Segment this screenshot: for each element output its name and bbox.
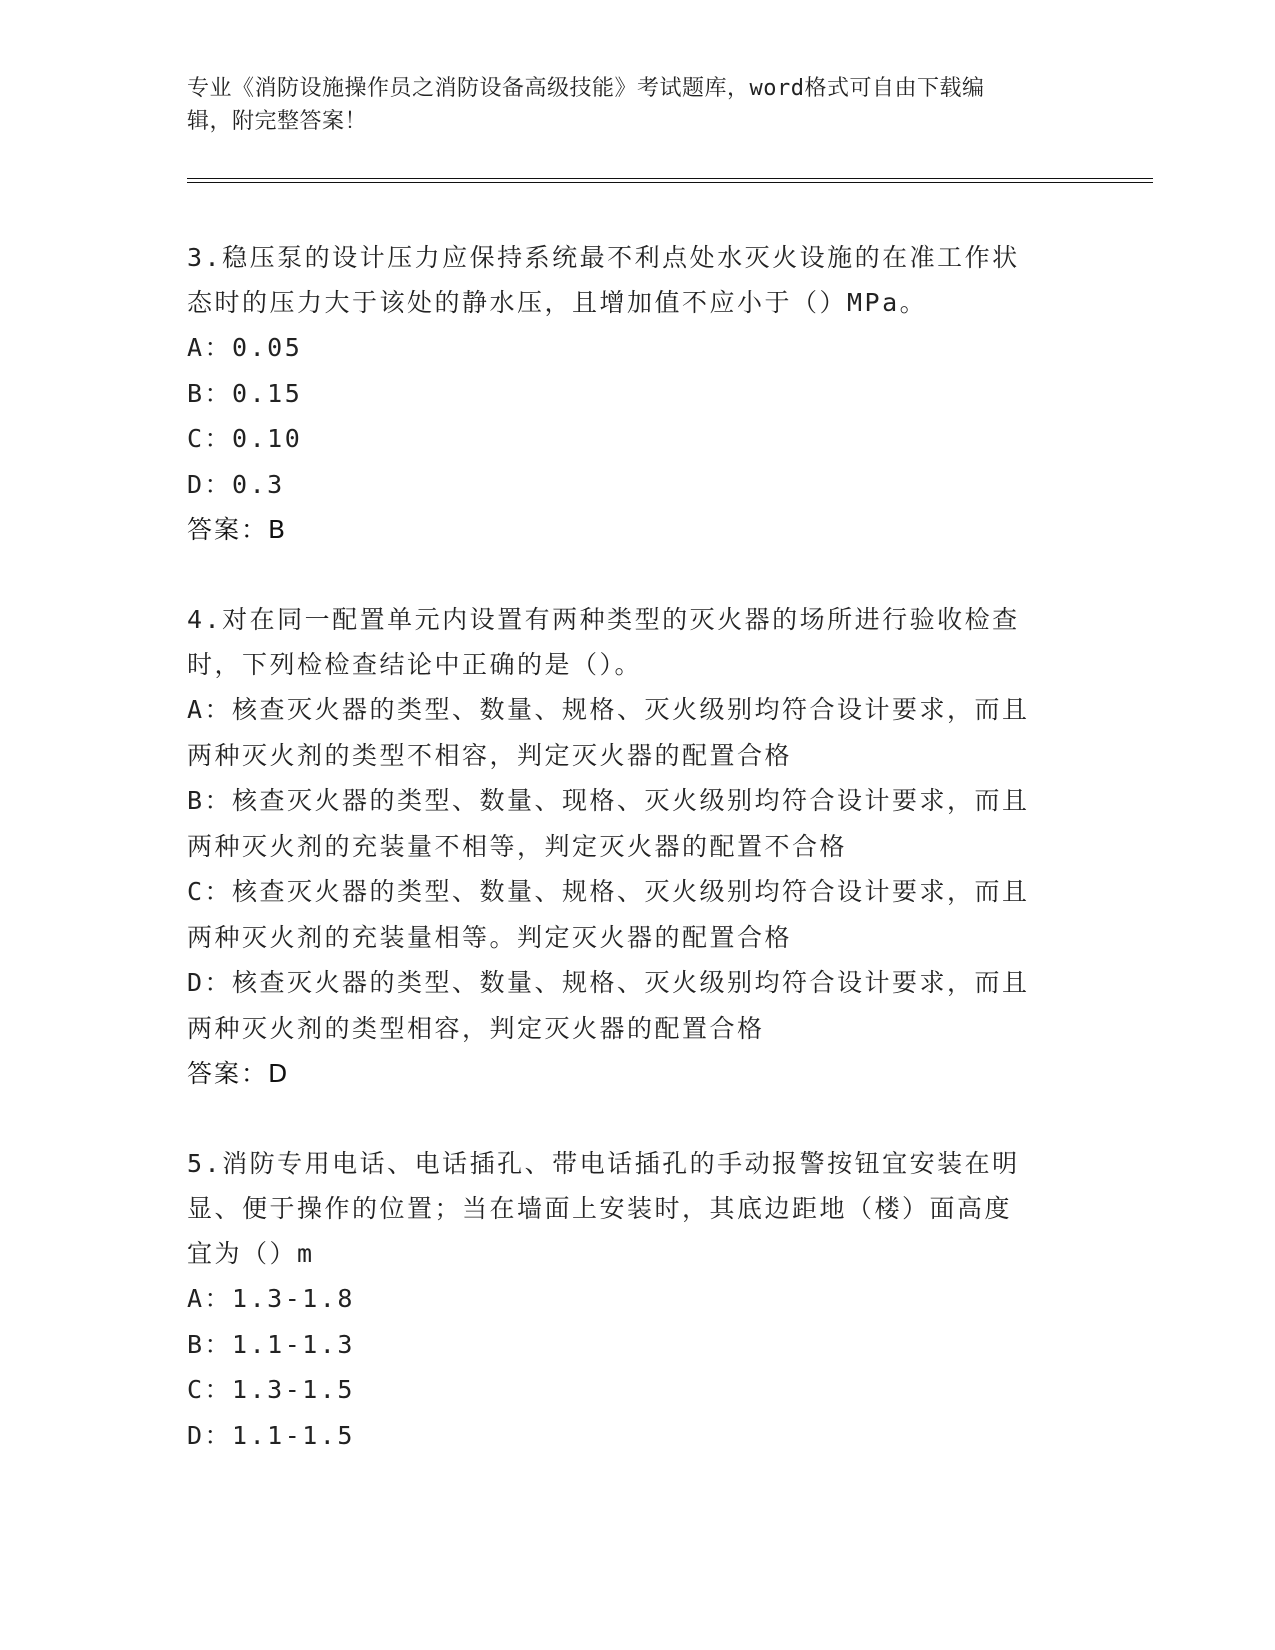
option-c [187, 1367, 1087, 1413]
option-line: 两种灭火剂的充装量相等。判定灭火器的配置合格 [187, 922, 793, 952]
question-stem-line: 5.消防专用电话、电话插孔、带电话插孔的手动报警按钮宜安装在明 [187, 1149, 1020, 1178]
document-header [187, 72, 1067, 138]
option-line: C：核查灭火器的类型、数量、规格、灭火级别均符合设计要求，而且 [187, 877, 1030, 906]
option-line: A：1.3-1.8 [187, 1284, 355, 1313]
option-line: C：0.10 [187, 424, 303, 453]
option-line: 两种灭火剂的充装量不相等，判定灭火器的配置不合格 [187, 831, 848, 861]
option-a [187, 325, 1087, 371]
header-line-2: 辑，附完整答案！ [187, 109, 368, 134]
question-stem-line: 4.对在同一配置单元内设置有两种类型的灭火器的场所进行验收检查 [187, 605, 1020, 634]
option-line: A：核查灭火器的类型、数量、规格、灭火级别均符合设计要求，而且 [187, 695, 1030, 724]
answer-label: 答案：D [187, 1059, 290, 1088]
option-line: B：0.15 [187, 378, 303, 408]
option-b [187, 371, 1087, 417]
header-divider-bottom [187, 182, 1153, 183]
question-4 [187, 597, 1087, 1096]
answer-label: 答案：B [187, 515, 288, 544]
option-d [187, 1413, 1087, 1459]
option-line: 两种灭火剂的类型不相容，判定灭火器的配置合格 [187, 740, 793, 770]
question-stem-line: 时，下列检检查结论中正确的是（）。 [187, 650, 643, 679]
option-line: D：0.3 [187, 469, 285, 499]
option-d [187, 462, 1087, 508]
question-stem-line: 态时的压力大于该处的静水压，且增加值不应小于（）MPa。 [187, 288, 928, 317]
question-stem [187, 1141, 1087, 1276]
question-stem-line: 3.稳压泵的设计压力应保持系统最不利点处水灭火设施的在准工作状 [187, 243, 1020, 272]
question-3 [187, 235, 1087, 552]
option-c [187, 416, 1087, 462]
option-line: D：核查灭火器的类型、数量、规格、灭火级别均符合设计要求，而且 [187, 968, 1030, 997]
option-d [187, 960, 1087, 1051]
question-stem [187, 235, 1087, 325]
option-b [187, 1322, 1087, 1368]
header-divider-top [187, 178, 1153, 179]
option-line: D：1.1-1.5 [187, 1420, 355, 1450]
option-line: B：1.1-1.3 [187, 1329, 355, 1359]
option-line: 两种灭火剂的类型相容，判定灭火器的配置合格 [187, 1013, 765, 1043]
option-line: B：核查灭火器的类型、数量、现格、灭火级别均符合设计要求，而且 [187, 786, 1030, 815]
question-stem-line: 显、便于操作的位置；当在墙面上安装时，其底边距地（楼）面高度 [187, 1194, 1013, 1223]
option-a [187, 1276, 1087, 1322]
option-c [187, 869, 1087, 960]
option-line: C：1.3-1.5 [187, 1375, 355, 1404]
question-stem-line: 宜为（）m [187, 1239, 315, 1268]
option-a [187, 687, 1087, 778]
option-b [187, 778, 1087, 869]
question-list [187, 235, 1087, 1503]
question-stem [187, 597, 1087, 687]
question-5 [187, 1141, 1087, 1458]
option-line: A：0.05 [187, 333, 303, 362]
header-line-1: 专业《消防设施操作员之消防设备高级技能》考试题库，word格式可自由下载编 [187, 76, 985, 101]
